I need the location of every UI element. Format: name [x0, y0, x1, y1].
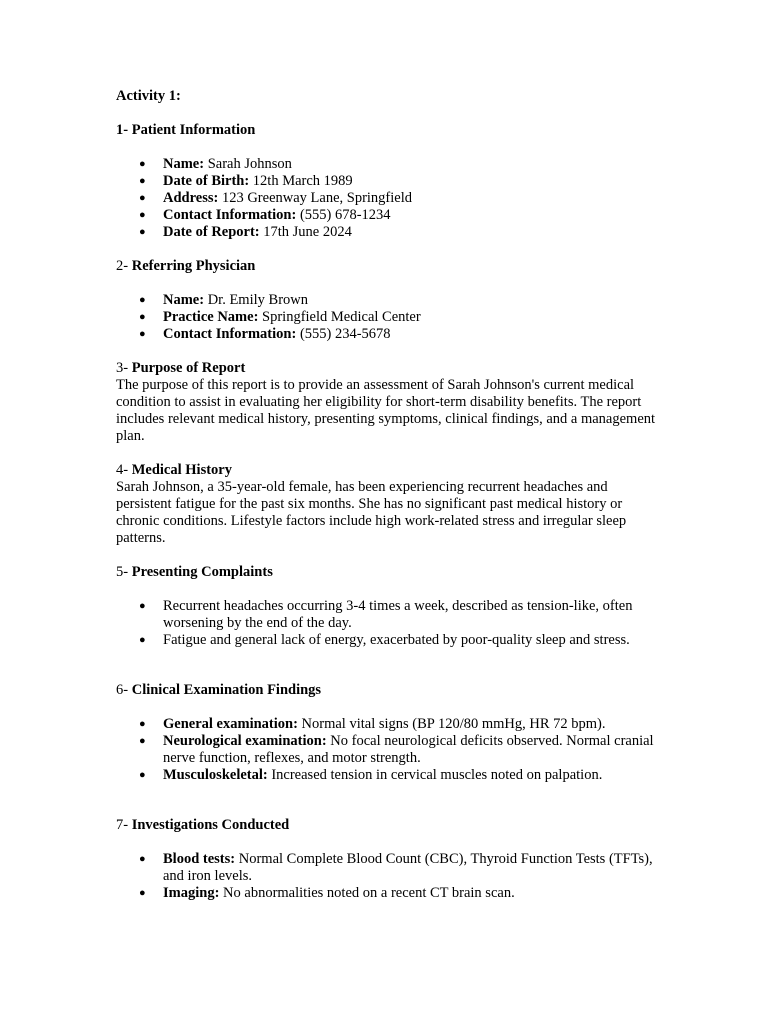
bullet-icon: ●: [139, 175, 146, 187]
list-item: ● Neurological examination: No focal neurological deficits observed. Normal cranial nerve function, reflexes, and motor strength.: [139, 733, 654, 766]
list-item: ● Musculoskeletal: Increased tension in cervical muscles noted on palpation.: [139, 767, 603, 783]
patient-info-list: [116, 156, 656, 241]
section-2-heading: 2- Referring Physician: [116, 258, 256, 274]
list-item: ● Practice Name: Springfield Medical Center: [139, 309, 421, 325]
section-5-heading: 5- Presenting Complaints: [116, 564, 273, 580]
bullet-icon: ●: [139, 328, 146, 340]
presenting-complaints-list: [116, 598, 656, 649]
section-6-heading: 6- Clinical Examination Findings: [116, 682, 322, 698]
investigations-list: [116, 851, 656, 902]
list-item: ● Imaging: No abnormalities noted on a recent CT brain scan.: [139, 885, 515, 901]
activity-title: Activity 1:: [116, 88, 181, 104]
purpose-paragraph: The purpose of this report is to provide an assessment of Sarah Johnson's current medical condition to assist in evaluating her eligibility for short-term disability benefits. The report includes relevant medical history, presenting symptoms, clinical findings, and a management plan.: [116, 377, 656, 444]
list-item: ● Recurrent headaches occurring 3-4 times a week, described as tension-like, often worsening by the end of the day.: [139, 598, 633, 631]
section-4-heading: 4- Medical History: [116, 462, 232, 478]
bullet-icon: ●: [139, 634, 146, 646]
list-item: ● Contact Information: (555) 678-1234: [139, 207, 391, 223]
bullet-icon: ●: [139, 311, 146, 323]
report-content: [116, 88, 656, 902]
list-item: ● Name: Dr. Emily Brown: [139, 292, 308, 308]
bullet-icon: ●: [139, 735, 146, 747]
section-3-heading: 3- Purpose of Report: [116, 360, 246, 376]
list-item: ● Name: Sarah Johnson: [139, 156, 292, 172]
medical-history-paragraph: Sarah Johnson, a 35-year-old female, has been experiencing recurrent headaches and persistent fatigue for the past six months. She has no significant past medical history or chronic conditions. Lifestyle factors include high work-related stress and irregular sleep patterns.: [116, 479, 627, 546]
bullet-icon: ●: [139, 226, 146, 238]
list-item: ● Address: 123 Greenway Lane, Springfield: [139, 190, 413, 206]
list-item: ● General examination: Normal vital signs (BP 120/80 mmHg, HR 72 bpm).: [139, 716, 606, 732]
list-item: ● Contact Information: (555) 234-5678: [139, 326, 391, 342]
bullet-icon: ●: [139, 769, 146, 781]
clinical-findings-list: [116, 716, 656, 784]
section-7-heading: 7- Investigations Conducted: [116, 817, 290, 833]
bullet-icon: ●: [139, 718, 146, 730]
section-1-heading: 1- Patient Information: [116, 122, 256, 138]
list-item: ● Fatigue and general lack of energy, exacerbated by poor-quality sleep and stress.: [139, 632, 630, 648]
bullet-icon: ●: [139, 294, 146, 306]
list-item: ● Blood tests: Normal Complete Blood Count (CBC), Thyroid Function Tests (TFTs), and iron levels.: [139, 851, 653, 884]
referring-physician-list: [116, 292, 656, 343]
bullet-icon: ●: [139, 887, 146, 899]
bullet-icon: ●: [139, 209, 146, 221]
list-item: ● Date of Birth: 12th March 1989: [139, 173, 353, 189]
list-item: ● Date of Report: 17th June 2024: [139, 224, 352, 240]
bullet-icon: ●: [139, 158, 146, 170]
bullet-icon: ●: [139, 853, 146, 865]
bullet-icon: ●: [139, 192, 146, 204]
bullet-icon: ●: [139, 600, 146, 612]
